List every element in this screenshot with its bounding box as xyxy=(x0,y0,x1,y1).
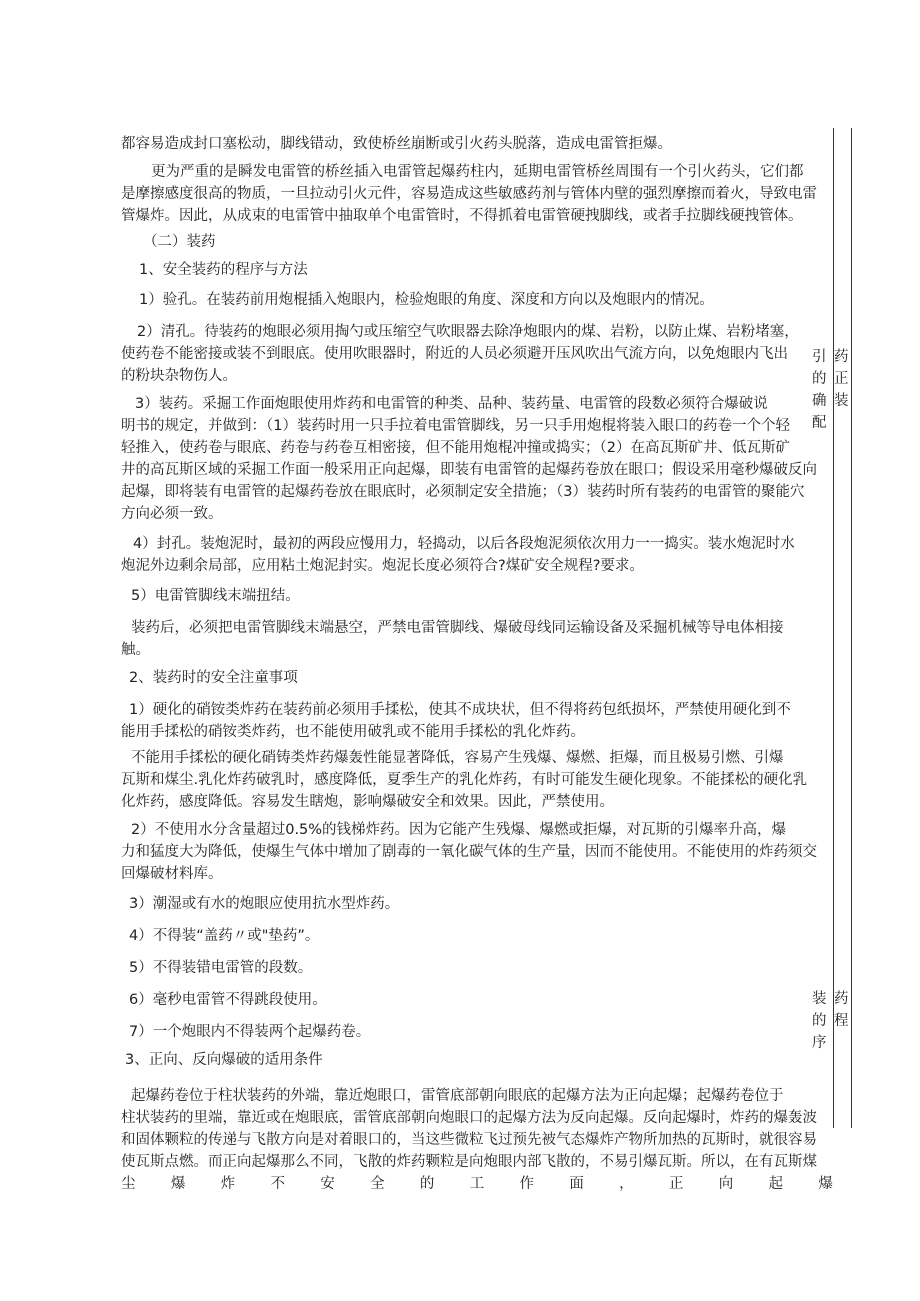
justified-char: ， xyxy=(619,1176,634,1192)
paragraph-line: 3）装药。采掘工作面炮眼使用炸药和电雷管的种类、品种、装药量、电雷管的段数必须符合爆破说 xyxy=(135,396,768,412)
paragraph-line: 触。 xyxy=(121,642,150,658)
side-char: 程 xyxy=(834,1013,849,1029)
paragraph-line: 5）电雷管脚线末端扭结。 xyxy=(131,588,300,604)
side-label-left-lower xyxy=(812,988,827,1054)
justified-char: 正 xyxy=(668,1176,684,1192)
subsection-heading: 3、正向、反向爆破的适用条件 xyxy=(125,1052,323,1068)
paragraph-line: 使药卷不能密接或装不到眼底。使用吹眼器时，附近的人员必须避开压风吹出气流方向，以免炮眼内飞出 xyxy=(121,346,788,362)
paragraph-line: 4）不得装“盖药〃或"垫药”。 xyxy=(129,928,320,944)
outer-border-line xyxy=(851,128,852,1128)
side-char: 装 xyxy=(812,991,827,1007)
paragraph-line: 轻推入，使药卷与眼底、药卷与药卷互相密接，但不能用炮棍冲撞或捣实；（2）在高瓦斯矿井、低瓦斯矿 xyxy=(121,440,790,456)
justified-char: 向 xyxy=(718,1176,734,1192)
side-char: 装 xyxy=(834,393,849,409)
justified-char: 作 xyxy=(519,1176,534,1192)
side-label-right-upper xyxy=(834,346,849,412)
justified-char: 爆 xyxy=(170,1176,186,1192)
paragraph-line: 不能用手揉松的硬化硝铸类炸药爆轰性能显著降低，容易产生残爆、爆燃、拒爆，而且极易引燃、引爆 xyxy=(131,750,784,766)
paragraph-line: 和固体颗粒的传递与飞散方向是对着眼口的，当这些微粒飞过预先被气态爆炸产物所加热的瓦斯时，就很容易 xyxy=(121,1132,817,1148)
paragraph-line: 炮泥外边剩余局部，应用粘土炮泥封实。炮泥长度必须符合?煤矿安全规程?要求。 xyxy=(121,558,644,574)
document-frame xyxy=(121,128,852,1128)
side-char: 确 xyxy=(812,393,827,409)
side-char: 的 xyxy=(812,371,827,387)
paragraph-line: 回爆破材料库。 xyxy=(121,866,223,882)
subsection-heading: 2、装药时的安全注童事项 xyxy=(129,670,298,686)
justified-char: 炸 xyxy=(220,1176,236,1192)
justified-char: 工 xyxy=(469,1176,485,1192)
paragraph-line: 是摩擦感度很高的物质，一旦拉动引火元件，容易造成这些敏感药剂与管体内壁的强烈摩擦而着火，导致电雷 xyxy=(121,186,817,202)
paragraph-line: 4）封孔。装炮泥时，最初的两段应慢用力，轻捣动，以后各段炮泥须依次用力一一捣实。装水炮泥时水 xyxy=(133,536,795,552)
justified-char: 爆 xyxy=(818,1176,833,1192)
side-char: 正 xyxy=(834,371,849,387)
side-char: 引 xyxy=(812,349,827,365)
paragraph-line: 化炸药，感度降低。容易发生瞎炮，影响爆破安全和效果。因此，严禁使用。 xyxy=(121,794,614,810)
paragraph-line: 力和猛度大为降低，使爆生气体中增加了剧毒的一氧化碳气体的生产量，因而不能使用。不能使用的炸药须交 xyxy=(121,844,817,860)
section-heading: （二）装药 xyxy=(143,234,216,250)
justified-char: 全 xyxy=(370,1176,385,1192)
paragraph-line: 瓦斯和煤尘.乳化炸药破乳时，感度降低，夏季生产的乳化炸药，有时可能发生硬化现象。不能揉松的硬化乳 xyxy=(121,772,808,788)
paragraph-line: 明书的规定，并做到：（1）装药时用一只手拉着电雷管脚线，另一只手用炮棍将装入眼口的药卷一个个轻 xyxy=(121,418,790,434)
paragraph-line: 使瓦斯点燃。而正向起爆那么不同，飞散的炸药颗粒是向炮眼内部飞散的，不易引爆瓦斯。所以，在有瓦斯煤 xyxy=(121,1154,817,1170)
side-label-right-lower xyxy=(834,988,849,1032)
paragraph-line: 起爆，即将装有电雷管的起爆药卷放在眼底时，必须制定安全措施；（3）装药时所有装药的电雷管的聚能穴 xyxy=(121,484,805,500)
paragraph-line: 管爆炸。因此，从成束的电雷管中抽取单个电雷管时，不得抓着电雷管硬拽脚线，或者手拉脚线硬拽管体。 xyxy=(121,208,803,224)
paragraph-line: 5）不得装错电雷管的段数。 xyxy=(129,960,313,976)
paragraph-line: 6）毫秒电雷管不得跳段使用。 xyxy=(129,992,327,1008)
paragraph-line: 装药后，必须把电雷管脚线末端悬空，严禁电雷管脚线、爆破母线同运输设备及采掘机械等导电体相接 xyxy=(131,620,784,636)
paragraph-line: 1）硬化的硝铵类炸药在装药前必须用手揉松，使其不成块状，但不得将药包纸损坏，严禁使用硬化到不 xyxy=(129,702,791,718)
paragraph-line: 能用手揉松的硝铵类炸药，也不能使用破乳或不能用手揉松的乳化炸药。 xyxy=(121,724,585,740)
paragraph-line: 2）不使用水分含量超过0.5%的钱梯炸药。因为它能产生残爆、爆燃或拒爆，对瓦斯的引爆率升高，爆 xyxy=(131,822,787,838)
side-char: 配 xyxy=(812,415,827,431)
paragraph-line: 井的高瓦斯区域的采掘工作面一般采用正向起爆，即装有电雷管的起爆药卷放在眼口；假设采用毫秒爆破反向 xyxy=(121,462,817,478)
justified-char: 不 xyxy=(270,1176,285,1192)
justified-char: 安 xyxy=(320,1176,335,1192)
justified-char: 面 xyxy=(569,1176,584,1192)
justified-last-line xyxy=(121,1173,833,1195)
side-char: 的 xyxy=(812,1013,827,1029)
side-char: 序 xyxy=(812,1035,827,1051)
paragraph-line: 7）一个炮眼内不得装两个起爆药卷。 xyxy=(129,1024,371,1040)
paragraph-line: 起爆药卷位于柱状装药的外端，靠近炮眼口，雷管底部朝向眼底的起爆方法为正向起爆；起爆药卷位于 xyxy=(131,1088,784,1104)
justified-char: 尘 xyxy=(121,1176,136,1192)
paragraph-line: 1）验孔。在装药前用炮棍插入炮眼内，检验炮眼的角度、深度和方向以及炮眼内的情况。 xyxy=(139,292,714,308)
paragraph-line: 的粉块杂物伤人。 xyxy=(121,368,237,384)
continuation-block xyxy=(121,1107,833,1195)
paragraph-line: 方向必须一致。 xyxy=(121,506,223,522)
paragraph-line: 柱状装药的里端，靠近或在炮眼底，雷管底部朝向炮眼口的起爆方法为反向起爆。反向起爆时，炸药的爆轰波 xyxy=(121,1110,817,1126)
side-label-left-upper xyxy=(812,346,827,434)
justified-char: 起 xyxy=(768,1176,784,1192)
side-char: 药 xyxy=(834,991,849,1007)
paragraph-line: 3）潮湿或有水的炮眼应使用抗水型炸药。 xyxy=(129,896,400,912)
side-char: 药 xyxy=(834,349,849,365)
paragraph-line: 2）清孔。待装药的炮眼必须用掏勺或压缩空气吹眼器去除净炮眼内的煤、岩粉，以防止煤、岩粉堵塞， xyxy=(137,324,799,340)
justified-char: 的 xyxy=(419,1176,435,1192)
subsection-heading: 1、安全装药的程序与方法 xyxy=(139,262,308,278)
paragraph-line: 都容易造成封口塞松动，脚线错动，致使桥丝崩断或引火药头脱落，造成电雷管拒爆。 xyxy=(121,136,672,152)
paragraph-line: 更为严重的是瞬发电雷管的桥丝插入电雷管起爆药柱内，延期电雷管桥丝周围有一个引火药头，它们都 xyxy=(151,164,804,180)
